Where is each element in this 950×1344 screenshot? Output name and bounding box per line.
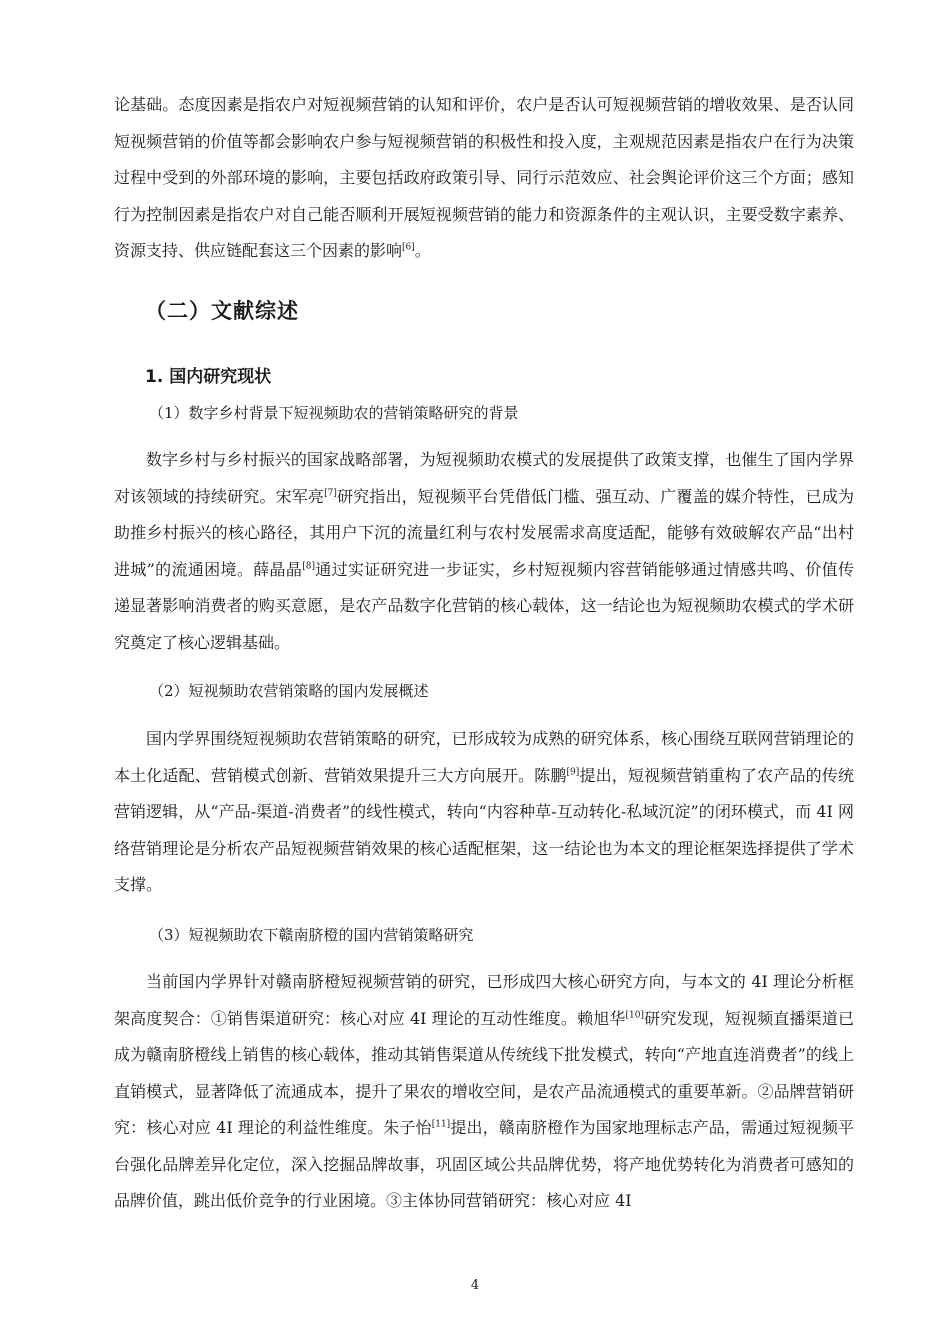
paragraph-text: 提出，短视频营销重构了农产品的传统营销逻辑，从“产品-渠道-消费者”的线性模式，转向“内容种草-互动转化-私域沉淀”的闭环模式，而 4I 网络营销理论是分析农产品短视频营销效果的核心适配框架，这一结论也为本文的理论框架选择提供了学术支撑。 [114, 765, 854, 894]
citation-ref: [6] [402, 242, 415, 253]
body-paragraph-2 [114, 442, 854, 661]
paragraph-text: 提出，赣南脐橙作为国家地理标志产品，需通过短视频平台强化品牌差异化定位，深入挖掘品牌故事，巩固区域公共品牌优势，将产地优势转化为消费者可感知的品牌价值，跳出低价竞争的行业困境。③主体协同营销研究：核心对应 4I [114, 1118, 854, 1210]
citation-ref: [7] [324, 488, 337, 499]
sub-subsection-heading-1: （1）数字乡村背景下短视频助农的营销策略研究的背景 [149, 404, 519, 422]
body-paragraph-1 [114, 87, 854, 270]
page-number: 4 [470, 1278, 480, 1293]
paragraph-text: 研究指出，短视频平台凭借低门槛、强互动、广覆盖的媒介特性，已成为助推乡村振兴的核心路径，其用户下沉的流量红利与农村发展需求高度适配，能够有效破解农产品“出村进城”的流通困境。薛晶晶 [114, 486, 854, 579]
section-heading: （二）文献综述 [145, 299, 299, 323]
citation-ref: [9] [566, 767, 580, 778]
body-paragraph-3 [114, 721, 854, 904]
citation-ref: [11] [431, 1119, 451, 1130]
paragraph-text: 数字乡村与乡村振兴的国家战略部署，为短视频助农模式的发展提供了政策支撑，也催生了国内学界对该领域的持续研究。宋军亮 [114, 450, 854, 506]
paragraph-text: 。 [414, 241, 431, 260]
paragraph-text: 通过实证研究进一步证实，乡村短视频内容营销能够通过情感共鸣、价值传递显著影响消费者的购买意愿，是农产品数字化营销的核心载体，这一结论也为短视频助农模式的学术研究奠定了核心逻辑基础。 [114, 559, 854, 652]
body-paragraph-4 [114, 964, 854, 1220]
sub-subsection-heading-2: （2）短视频助农营销策略的国内发展概述 [149, 682, 429, 700]
paragraph-text: 论基础。态度因素是指农户对短视频营销的认知和评价，农户是否认可短视频营销的增收效果、是否认同短视频营销的价值等都会影响农户参与短视频营销的积极性和投入度，主观规范因素是指农户在行为决策过程中受到的外部环境的影响，主要包括政府政策引导、同行示范效应、社会舆论评价这三个方面；感知行为控制因素是指农户对自己能否顺利开展短视频营销的能力和资源条件的主观认识，主要受数字素养、资源支持、供应链配套这三个因素的影响 [114, 95, 854, 260]
citation-ref: [10] [625, 1010, 645, 1021]
sub-subsection-heading-3: （3）短视频助农下赣南脐橙的国内营销策略研究 [149, 926, 474, 944]
paragraph-text: 国内学界围绕短视频助农营销策略的研究，已形成较为成熟的研究体系，核心围绕互联网营销理论的本土化适配、营销模式创新、营销效果提升三大方向展开。陈鹏 [114, 729, 854, 785]
paragraph-text: 研究发现，短视频直播渠道已成为赣南脐橙线上销售的核心载体，推动其销售渠道从传统线下批发模式，转向“产地直连消费者”的线上直销模式，显著降低了流通成本，提升了果农的增收空间，是农产品流通模式的重要革新。②品牌营销研究：核心对应 4I 理论的利益性维度。朱子怡 [114, 1008, 854, 1137]
paragraph-text: 当前国内学界针对赣南脐橙短视频营销的研究，已形成四大核心研究方向，与本文的 4I 理论分析框架高度契合：①销售渠道研究：核心对应 4I 理论的互动性维度。赖旭华 [114, 972, 854, 1028]
citation-ref: [8] [302, 561, 315, 572]
subsection-heading: 1. 国内研究现状 [145, 367, 272, 387]
